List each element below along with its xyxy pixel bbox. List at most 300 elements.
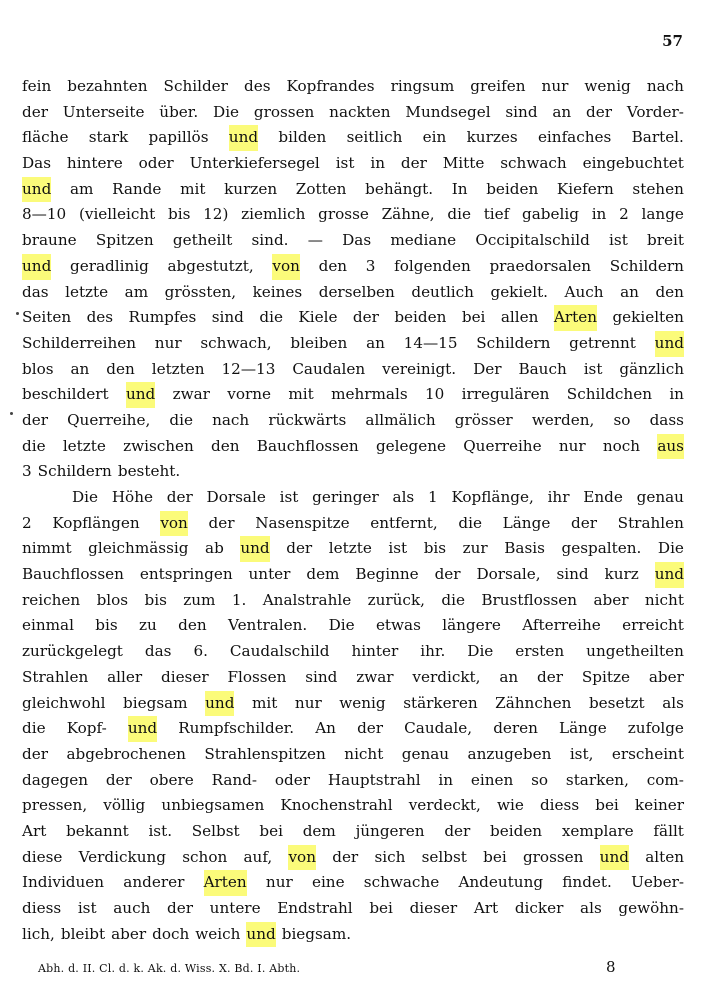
word: bis: [168, 205, 191, 224]
word: biegsam.: [281, 924, 352, 943]
word: nur: [541, 77, 569, 95]
word: Andeutung: [458, 873, 544, 892]
word: Rande: [112, 179, 162, 198]
word: getrennt: [569, 333, 636, 352]
word: diess: [22, 899, 62, 917]
word: sind: [211, 308, 244, 327]
word: werden,: [531, 410, 595, 429]
text-line: [22, 691, 684, 717]
word: abgebrochenen: [66, 744, 186, 763]
word: den: [318, 256, 348, 275]
word: Spitze: [581, 667, 630, 686]
word: pressen,: [22, 796, 88, 815]
word: einfaches: [537, 128, 612, 147]
word: anderer: [123, 873, 185, 892]
word: derselben: [318, 282, 395, 301]
word: nackten: [329, 102, 391, 121]
word: greifen: [470, 77, 526, 95]
word: gelegene: [375, 436, 446, 455]
word: 1.: [231, 590, 247, 609]
word: einmal: [22, 616, 74, 635]
word: alten: [645, 847, 684, 866]
word: 2: [22, 513, 32, 532]
word: zurückgelegt: [22, 642, 123, 661]
word: papillös: [148, 128, 209, 147]
word: geradlinig: [69, 256, 149, 275]
highlighted-word: aus: [657, 434, 684, 460]
word: der: [357, 719, 384, 738]
word: Die: [328, 616, 355, 635]
word: stehen: [632, 179, 684, 198]
word: Schilderreihen: [22, 333, 137, 352]
word: sind: [305, 667, 338, 686]
highlighted-word: und: [600, 845, 629, 871]
word: die: [458, 513, 482, 532]
word: zwar: [172, 385, 210, 404]
word: Unterkiefersegel: [189, 154, 320, 173]
word: als: [392, 488, 415, 506]
word: besetzt: [588, 693, 645, 712]
word: dicker: [514, 899, 564, 917]
word: obere: [149, 770, 194, 789]
word: schon: [182, 847, 228, 866]
word: zwischen: [123, 436, 194, 455]
word: jüngeren: [355, 821, 425, 840]
word: ungetheilten: [586, 642, 684, 661]
highlighted-word: und: [205, 691, 234, 717]
word: nimmt: [22, 539, 72, 558]
text-line: [22, 768, 684, 794]
word: eingebuchtet: [582, 154, 684, 173]
word: An: [315, 719, 336, 738]
word: blos: [22, 359, 54, 378]
word: ihr: [547, 488, 570, 506]
word: selbst: [421, 847, 467, 866]
text-line: [22, 100, 684, 126]
word: genau: [401, 744, 450, 763]
word: genau: [636, 488, 684, 506]
word: wenig: [584, 77, 631, 95]
highlighted-word: und: [655, 331, 684, 357]
word: mediane: [390, 231, 457, 250]
word: bleiben: [290, 333, 348, 352]
word: 3: [365, 256, 376, 275]
word: behängt.: [365, 179, 434, 198]
word: com-: [646, 770, 684, 789]
word: Kopf-: [66, 719, 107, 738]
word: gekielt.: [490, 282, 549, 301]
word: ziemlich: [241, 205, 306, 224]
word: nur: [294, 693, 322, 712]
word: Kiele: [298, 308, 338, 327]
word: an: [70, 359, 90, 378]
word: bei: [483, 847, 507, 866]
word: Caudalschild: [229, 642, 330, 661]
word: keines: [252, 282, 303, 301]
word: ist: [583, 359, 603, 378]
word: Länge: [559, 719, 607, 738]
text-line: [22, 151, 684, 177]
word: weich: [195, 924, 241, 943]
highlighted-word: und: [240, 536, 269, 562]
highlighted-word: von: [160, 511, 188, 537]
word: der: [444, 821, 471, 840]
word: —: [307, 231, 323, 250]
word: Brustflossen: [481, 590, 578, 609]
word: ist,: [569, 744, 594, 763]
word: Kiefern: [556, 179, 614, 198]
word: in: [370, 154, 385, 173]
word: der: [537, 667, 564, 686]
word: 14—15: [403, 333, 458, 352]
word: Auch: [564, 282, 604, 301]
highlighted-word: Arten: [204, 870, 247, 896]
word: ist: [388, 539, 408, 558]
word: Mitte: [442, 154, 485, 173]
word: über.: [159, 102, 199, 121]
word: grossen: [522, 847, 584, 866]
word: fläche: [22, 128, 69, 147]
word: Länge: [502, 513, 551, 532]
word: dass: [649, 410, 684, 429]
word: der: [105, 770, 132, 789]
word: kurzes: [466, 128, 518, 147]
scan-speck: [10, 412, 13, 415]
word: rückwärts: [268, 410, 347, 429]
word: schwache: [363, 873, 440, 892]
word: nicht: [344, 744, 384, 763]
word: fein: [22, 77, 52, 95]
highlighted-word: und: [126, 382, 155, 408]
word: aber: [111, 924, 147, 943]
word: Verdickung: [78, 847, 166, 866]
word: Caudalen: [292, 359, 366, 378]
word: als: [662, 693, 684, 712]
word: Flossen: [227, 667, 287, 686]
word: an: [620, 282, 639, 301]
word: 6.: [193, 642, 208, 661]
highlighted-word: und: [229, 125, 258, 151]
highlighted-word: Arten: [554, 305, 597, 331]
word: wie: [496, 796, 524, 815]
word: am: [69, 179, 94, 198]
word: eine: [311, 873, 345, 892]
word: 8—10: [22, 205, 67, 224]
word: Mundsegel: [405, 102, 491, 121]
word: den: [655, 282, 684, 301]
word: praedorsalen: [489, 256, 592, 275]
text-line: [22, 280, 684, 306]
text-line: [22, 562, 684, 588]
word: ersten: [515, 642, 565, 661]
text-line: [22, 870, 684, 896]
word: mehrmals: [331, 385, 408, 404]
word: ist: [279, 488, 299, 506]
word: bei: [369, 899, 393, 917]
word: untere: [209, 899, 261, 917]
word: Die: [72, 488, 99, 506]
word: grösser: [454, 410, 513, 429]
word: Art: [22, 821, 47, 840]
word: dieser: [409, 899, 458, 917]
word: Kopflängen: [52, 513, 140, 532]
word: Schildern: [37, 462, 112, 481]
word: In: [451, 179, 468, 198]
text-line: [22, 408, 684, 434]
word: bis: [95, 616, 118, 635]
word: entfernt,: [370, 513, 438, 532]
word: Bartel.: [631, 128, 684, 147]
word: Kopflänge,: [451, 488, 534, 506]
word: auch: [113, 899, 151, 917]
highlighted-word: und: [246, 922, 275, 948]
word: sich: [374, 847, 406, 866]
word: die: [259, 308, 283, 327]
text-line: [22, 254, 684, 280]
word: das: [144, 642, 172, 661]
word: Schilder: [163, 77, 228, 95]
word: Vorder-: [626, 102, 684, 121]
text-line: [22, 125, 684, 151]
word: sind: [505, 102, 538, 121]
word: das: [22, 282, 49, 301]
text-line: [22, 382, 684, 408]
word: Die: [213, 102, 240, 121]
word: an: [366, 333, 385, 352]
word: Bauchflossen: [22, 565, 124, 584]
word: diese: [22, 847, 63, 866]
word: unbiegsamen: [161, 796, 265, 815]
word: etwas: [375, 616, 421, 635]
word: ihr.: [420, 642, 446, 661]
word: Ende: [583, 488, 623, 506]
word: dem: [302, 821, 336, 840]
word: bleibt: [60, 924, 106, 943]
word: findet.: [562, 873, 612, 892]
word: bilden: [278, 128, 327, 147]
word: Unterseite: [62, 102, 145, 121]
text-line: [22, 357, 684, 383]
word: tief: [483, 205, 510, 224]
word: aller: [107, 667, 143, 686]
word: zur: [462, 539, 488, 558]
word: der: [400, 154, 427, 173]
word: abgestutzt,: [167, 256, 254, 275]
word: folgenden: [394, 256, 471, 275]
word: seitlich: [346, 128, 403, 147]
text-line: [22, 434, 684, 460]
word: in: [591, 205, 607, 224]
page-number: 57: [662, 32, 683, 50]
word: Ventralen.: [228, 616, 308, 635]
word: allmälich: [365, 410, 436, 429]
word: 3: [22, 462, 32, 481]
word: die: [22, 436, 46, 455]
word: zu: [139, 616, 157, 635]
word: in: [669, 385, 684, 404]
word: der: [332, 847, 359, 866]
word: allen: [500, 308, 539, 327]
word: nur: [265, 873, 293, 892]
word: grossen: [253, 102, 315, 121]
footer-citation: Abh. d. II. Cl. d. k. Ak. d. Wiss. X. Bd. I. Abth.: [38, 962, 301, 975]
text-line: [22, 177, 684, 203]
word: 12—13: [221, 359, 276, 378]
word: xemplare: [561, 821, 634, 840]
word: Endstrahl: [277, 899, 353, 917]
word: Querreihe: [463, 436, 542, 455]
highlighted-word: und: [22, 254, 51, 280]
text-line: [22, 639, 684, 665]
word: auf,: [243, 847, 273, 866]
word: der: [22, 410, 48, 429]
word: Die: [657, 539, 684, 558]
word: nicht: [644, 590, 684, 609]
text-line: [22, 845, 684, 871]
word: starken,: [565, 770, 629, 789]
word: Schildchen: [566, 385, 652, 404]
word: ein: [422, 128, 447, 147]
text-line: [22, 742, 684, 768]
word: der: [166, 488, 193, 506]
word: reichen: [22, 590, 81, 609]
word: so: [613, 410, 631, 429]
word: Selbst: [191, 821, 240, 840]
word: aber: [593, 590, 629, 609]
word: schwach: [500, 154, 567, 173]
word: Strahlenspitzen: [204, 744, 326, 763]
word: breit: [647, 231, 684, 250]
word: den: [211, 436, 240, 455]
word: letzte: [62, 436, 106, 455]
word: Rand-: [211, 770, 258, 789]
word: ist: [77, 899, 97, 917]
word: Bauch: [518, 359, 567, 378]
word: biegsam: [123, 693, 188, 712]
word: Das: [22, 154, 52, 173]
word: hinter: [351, 642, 399, 661]
word: ist.: [148, 821, 173, 840]
word: stärkeren: [403, 693, 478, 712]
word: Dorsale: [206, 488, 266, 506]
word: dieser: [160, 667, 209, 686]
word: braune: [22, 231, 77, 250]
word: einen: [470, 770, 514, 789]
word: an: [552, 102, 572, 121]
word: längere: [442, 616, 501, 635]
text-line: [22, 485, 684, 511]
highlighted-word: von: [272, 254, 300, 280]
word: bis: [144, 590, 167, 609]
word: ist: [335, 154, 355, 173]
word: der: [286, 539, 313, 558]
text-line: [22, 511, 684, 537]
text-line: [22, 613, 684, 639]
word: bis: [423, 539, 447, 558]
word: Basis: [504, 539, 545, 558]
word: der: [586, 102, 612, 121]
word: deutlich: [411, 282, 474, 301]
word: bekannt: [66, 821, 129, 840]
word: Afterreihe: [522, 616, 601, 635]
text-line: [22, 331, 684, 357]
word: letzte: [328, 539, 372, 558]
word: Kopfrandes: [286, 77, 375, 95]
word: Zähne,: [381, 205, 435, 224]
word: Bauchflossen: [256, 436, 359, 455]
word: Das: [342, 231, 372, 250]
word: entspringen: [139, 565, 233, 584]
word: Strahlen: [22, 667, 89, 686]
text-line: [22, 819, 684, 845]
text-line: [22, 228, 684, 254]
word: Der: [473, 359, 502, 378]
word: aber: [648, 667, 684, 686]
word: die: [447, 205, 471, 224]
word: des: [86, 308, 114, 327]
word: die: [169, 410, 193, 429]
word: Analstrahle: [262, 590, 352, 609]
word: lange: [641, 205, 684, 224]
word: nur: [558, 436, 586, 455]
word: Rumpfschilder.: [178, 719, 295, 738]
word: sind.: [251, 231, 289, 250]
word: verdickt,: [412, 667, 481, 686]
text-line: [22, 665, 684, 691]
word: die: [441, 590, 465, 609]
word: Nasenspitze: [255, 513, 350, 532]
word: bei: [461, 308, 486, 327]
word: der: [167, 899, 193, 917]
word: Caudale,: [404, 719, 473, 738]
word: 2: [619, 205, 629, 224]
word: Schildern: [609, 256, 684, 275]
word: gabelig: [522, 205, 579, 224]
word: beiden: [490, 821, 543, 840]
text-line: [22, 896, 684, 922]
word: ab: [205, 539, 224, 558]
word: mit: [288, 385, 314, 404]
text-line: [22, 588, 684, 614]
word: 12): [203, 205, 229, 224]
word: 1: [428, 488, 438, 506]
word: schwach,: [200, 333, 272, 352]
word: als: [580, 899, 602, 917]
word: gleichwohl: [22, 693, 106, 712]
word: oder: [274, 770, 310, 789]
word: der: [208, 513, 235, 532]
word: die: [22, 719, 46, 738]
word: mit: [180, 179, 206, 198]
word: blos: [96, 590, 129, 609]
word: dem: [306, 565, 340, 584]
text-line: [22, 305, 684, 331]
word: Individuen: [22, 873, 105, 892]
word: mit: [251, 693, 278, 712]
scan-speck: [16, 312, 19, 315]
word: Zähnchen: [495, 693, 572, 712]
word: Hauptstrahl: [327, 770, 421, 789]
word: am: [124, 282, 149, 301]
text-line: [22, 202, 684, 228]
word: kurz: [604, 565, 639, 584]
word: bei: [259, 821, 283, 840]
highlighted-word: und: [655, 562, 684, 588]
word: bezahnten: [67, 77, 148, 95]
word: verdeckt,: [408, 796, 481, 815]
word: nach: [212, 410, 250, 429]
word: Occipitalschild: [475, 231, 590, 250]
